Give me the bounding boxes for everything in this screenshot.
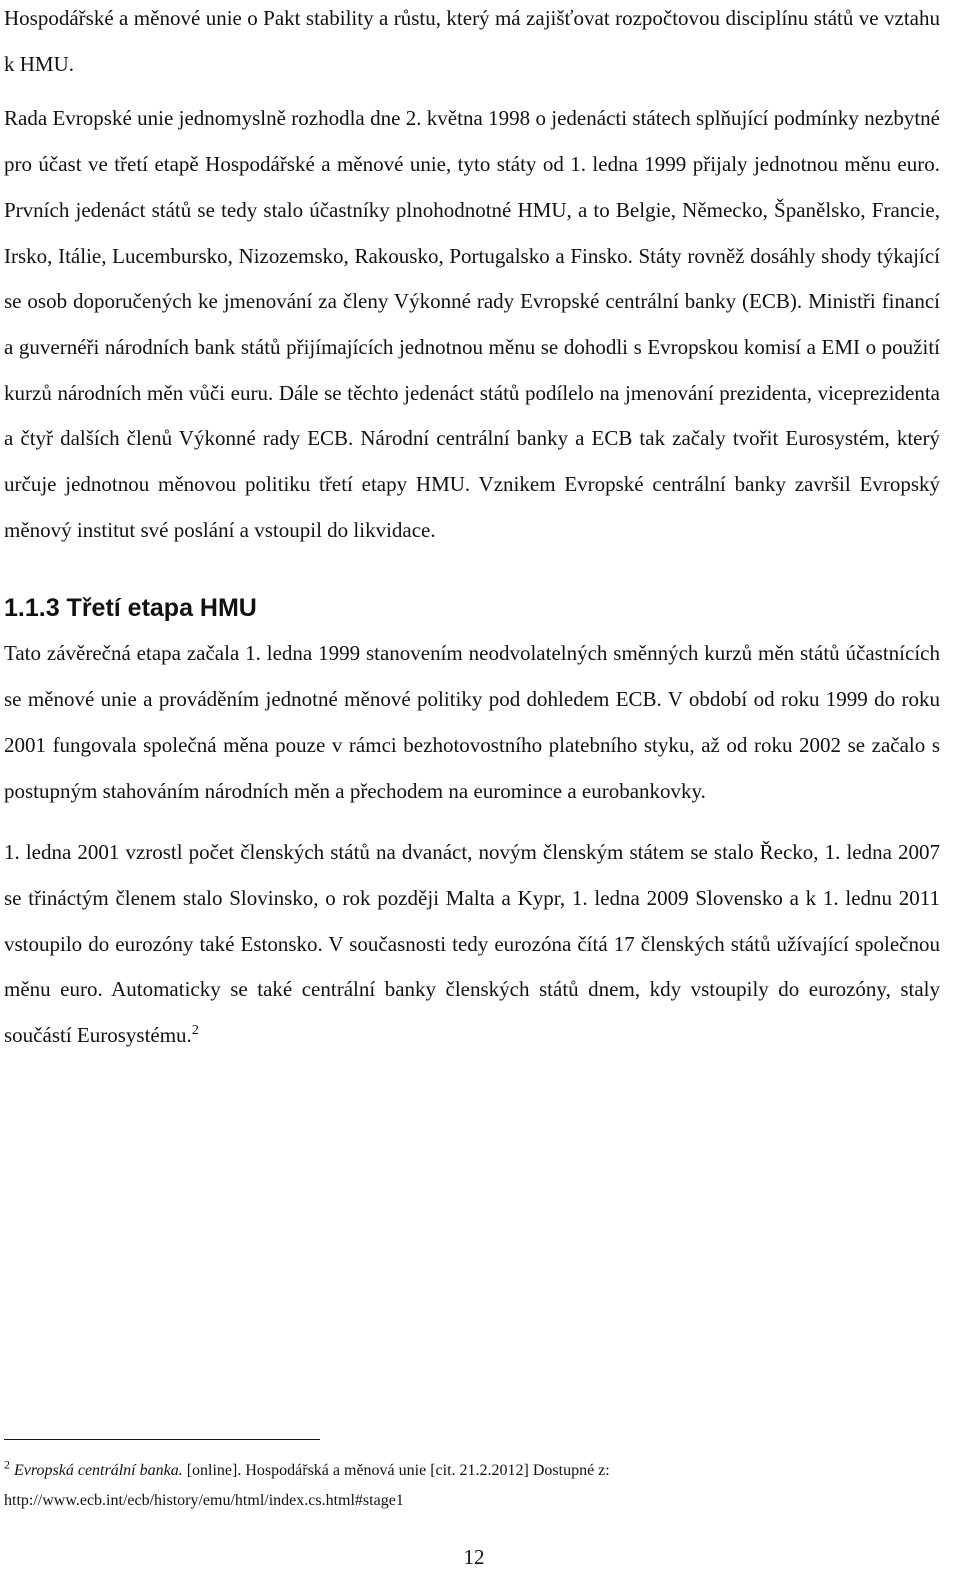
council-decision-paragraph: Rada Evropské unie jednomyslně rozhodla dne 2. května 1998 o jedenácti státech splňující podmínky nezbytné pro účast ve třetí etapě Hospodářské a měnové unie, tyto státy od 1. ledna 1999 přijaly jednotnou měnu euro. Prvních jedenáct států se tedy stalo účastníky plnohodnotné HMU, a to Belgie, Německo, Španělsko, Francie, Irsko, Itálie, Lucembursko, Nizozemsko, Rakousko, Portugalsko a Finsko. Státy rovněž dosáhly shody týkající se osob doporučených ke jmenování za členy Výkonné rady Evropské centrální banky (ECB). Ministři financí a guvernéři národních bank států přijímajících jednotnou měnu se dohodli s Evropskou komisí a EMI o použití kurzů národních měn vůči euru. Dále se těchto jedenáct států podílelo na jmenování prezidenta, viceprezidenta a čtyř dalších členů Výkonné rady ECB. Národní centrální banky a ECB tak začaly tvořit Eurosystém, který určuje jednotnou měnovou politiku třetí etapy HMU. Vznikem Evropské centrální banky završil Evropský měnový institut své poslání a vstoupil do likvidace. bbox=[4, 106, 940, 542]
section-heading: 1.1.3 Třetí etapa HMU bbox=[4, 594, 257, 623]
footnote-url-link[interactable]: http://www.ecb.int/ecb/history/emu/html/index.cs.html#stage1 bbox=[4, 1492, 404, 1509]
footnote-source-details: [online]. Hospodářská a měnová unie [cit. 21.2.2012] Dostupné z: bbox=[182, 1462, 610, 1479]
footnote-source-title: Evropská centrální banka. bbox=[14, 1462, 183, 1479]
footnote-number: 2 bbox=[4, 1457, 10, 1472]
page-number: 12 bbox=[463, 1545, 485, 1569]
intro-paragraph: Hospodářské a měnové unie o Pakt stability a růstu, který má zajišťovat rozpočtovou disciplínu států ve vztahu k HMU. bbox=[4, 6, 940, 76]
document-page bbox=[4, 0, 940, 1059]
footnote-divider bbox=[4, 1439, 320, 1440]
eurozone-expansion-text: 1. ledna 2001 vzrostl počet členských států na dvanáct, novým členským státem se stalo Řecko, 1. ledna 2007 se třináctým členem stalo Slovinsko, o rok později Malta a Kypr, 1. ledna 2009 Slovensko a k 1. lednu 2011 vstoupilo do eurozóny také Estonsko. V současnosti tedy eurozóna čítá 17 členských států užívající společnou měnu euro. Automaticky se také centrální banky členských států dnem, kdy vstoupily do eurozóny, staly součástí Eurosystému. bbox=[4, 840, 940, 1048]
footnote bbox=[4, 1456, 940, 1516]
eurozone-expansion-paragraph bbox=[4, 830, 940, 1059]
footnote-reference[interactable]: 2 bbox=[191, 1023, 199, 1039]
third-stage-paragraph: Tato závěrečná etapa začala 1. ledna 1999 stanovením neodvolatelných směnných kurzů měn států účastnících se měnové unie a prováděním jednotné měnové politiky pod dohledem ECB. V období od roku 1999 do roku 2001 fungovala společná měna pouze v rámci bezhotovostního platebního styku, až od roku 2002 se začalo s postupným stahováním národních měn a přechodem na euromince a eurobankovky. bbox=[4, 641, 940, 803]
